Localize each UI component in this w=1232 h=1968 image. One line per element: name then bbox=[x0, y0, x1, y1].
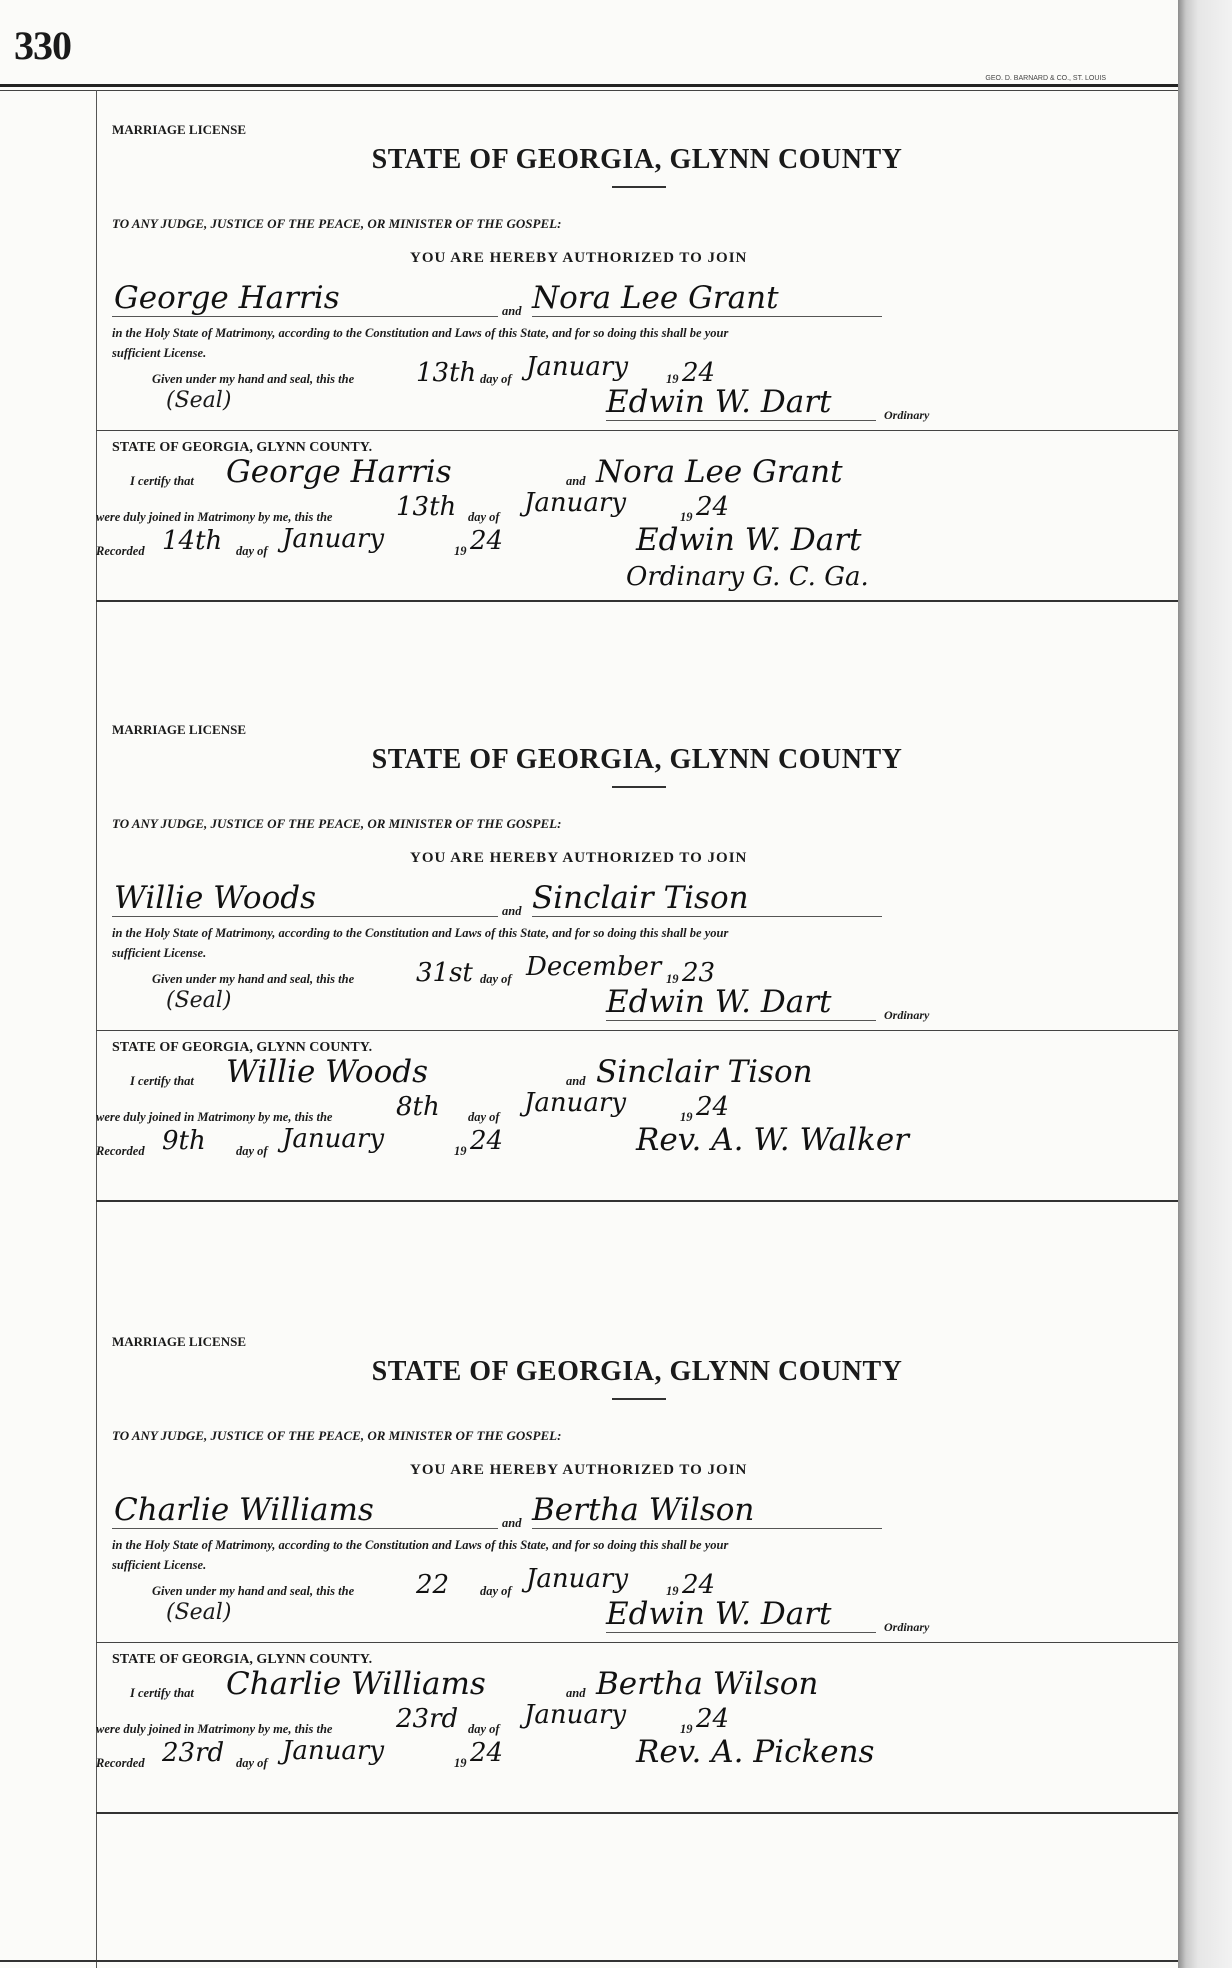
authorized-line: YOU ARE HEREBY AUTHORIZED TO JOIN bbox=[410, 850, 748, 866]
ordinary-label: Ordinary bbox=[884, 1620, 930, 1634]
cert-bride-name: Bertha Wilson bbox=[596, 1666, 819, 1702]
married-month: January bbox=[524, 488, 627, 518]
groom-name: George Harris bbox=[114, 280, 340, 316]
recorded-year: 24 bbox=[470, 1738, 504, 1768]
recorded-day: 9th bbox=[162, 1126, 206, 1156]
license-label: MARRIAGE LICENSE bbox=[112, 1334, 246, 1349]
day-of-label: day of bbox=[236, 1756, 268, 1770]
joined-text: were duly joined in Matrimony by me, this the bbox=[96, 1722, 333, 1736]
officiant-signature: Rev. A. W. Walker bbox=[636, 1122, 909, 1158]
issuer-signature: Edwin W. Dart bbox=[606, 984, 832, 1020]
holy-state-text: in the Holy State of Matrimony, according to the Constitution and Laws of this State, and for so doing this shall be your bbox=[112, 1538, 729, 1552]
recorded-day: 14th bbox=[162, 526, 223, 556]
ordinary-label: Ordinary bbox=[884, 1008, 930, 1022]
year-prefix: 19 bbox=[666, 372, 679, 386]
and-label: and bbox=[502, 1516, 522, 1530]
license-label: MARRIAGE LICENSE bbox=[112, 722, 246, 737]
groom-name: Charlie Williams bbox=[114, 1492, 374, 1528]
joined-text: were duly joined in Matrimony by me, this the bbox=[96, 1110, 333, 1124]
section-divider bbox=[96, 1642, 1178, 1643]
year-prefix: 19 bbox=[680, 1110, 693, 1124]
license-year: 23 bbox=[682, 958, 716, 988]
recorded-day: 23rd bbox=[162, 1738, 225, 1768]
entry-divider bbox=[96, 1200, 1178, 1202]
certify-text: I certify that bbox=[130, 1074, 194, 1088]
fill-line bbox=[112, 316, 498, 317]
married-day: 13th bbox=[396, 492, 457, 522]
groom-name: Willie Woods bbox=[114, 880, 317, 916]
cert-groom-name: Willie Woods bbox=[226, 1054, 429, 1090]
bottom-rule bbox=[0, 1960, 1178, 1962]
holy-state-text: in the Holy State of Matrimony, according to the Constitution and Laws of this State, and for so doing this shall be your bbox=[112, 926, 729, 940]
entry-divider bbox=[96, 1812, 1178, 1814]
recorded-label: Recorded bbox=[96, 1756, 145, 1770]
license-year: 24 bbox=[682, 358, 716, 388]
certify-text: I certify that bbox=[130, 474, 194, 488]
and-label: and bbox=[502, 304, 522, 318]
license-month: January bbox=[526, 1564, 629, 1594]
bride-name: Bertha Wilson bbox=[532, 1492, 755, 1528]
recorded-year: 24 bbox=[470, 526, 504, 556]
address-line: TO ANY JUDGE, JUSTICE OF THE PEACE, OR MINISTER OF THE GOSPEL: bbox=[112, 816, 562, 831]
county-title: STATE OF GEORGIA, GLYNN COUNTY bbox=[371, 144, 903, 175]
fill-line bbox=[532, 1528, 882, 1529]
license-day: 22 bbox=[416, 1570, 450, 1600]
page-number: 330 bbox=[14, 23, 71, 68]
license-label: MARRIAGE LICENSE bbox=[112, 122, 246, 137]
year-prefix: 19 bbox=[666, 1584, 679, 1598]
certificate-title: STATE OF GEORGIA, GLYNN COUNTY. bbox=[112, 1040, 373, 1055]
day-of-label: day of bbox=[480, 1584, 512, 1598]
year-prefix: 19 bbox=[454, 1756, 467, 1770]
title-rule bbox=[612, 786, 666, 788]
address-line: TO ANY JUDGE, JUSTICE OF THE PEACE, OR MINISTER OF THE GOSPEL: bbox=[112, 216, 562, 231]
married-year: 24 bbox=[696, 1092, 730, 1122]
fill-line bbox=[606, 420, 876, 421]
day-of-label: day of bbox=[468, 1110, 500, 1124]
day-of-label: day of bbox=[480, 972, 512, 986]
county-title: STATE OF GEORGIA, GLYNN COUNTY bbox=[371, 744, 903, 775]
issuer-signature: Edwin W. Dart bbox=[606, 1596, 832, 1632]
married-day: 23rd bbox=[396, 1704, 459, 1734]
married-month: January bbox=[524, 1700, 627, 1730]
title-rule bbox=[612, 1398, 666, 1400]
day-of-label: day of bbox=[480, 372, 512, 386]
given-text: Given under my hand and seal, this the bbox=[152, 372, 355, 386]
cert-bride-name: Nora Lee Grant bbox=[596, 454, 843, 490]
section-divider bbox=[96, 430, 1178, 431]
officiant-signature: Edwin W. Dart bbox=[636, 522, 862, 558]
recorded-label: Recorded bbox=[96, 1144, 145, 1158]
seal-mark: (Seal) bbox=[166, 988, 232, 1013]
fill-line bbox=[532, 316, 882, 317]
bride-name: Sinclair Tison bbox=[532, 880, 749, 916]
section-divider bbox=[96, 1030, 1178, 1031]
bride-name: Nora Lee Grant bbox=[532, 280, 779, 316]
fill-line bbox=[532, 916, 882, 917]
year-prefix: 19 bbox=[680, 1722, 693, 1736]
day-of-label: day of bbox=[468, 1722, 500, 1736]
and-label: and bbox=[502, 904, 522, 918]
margin-line bbox=[96, 90, 97, 1968]
cert-bride-name: Sinclair Tison bbox=[596, 1054, 813, 1090]
fill-line bbox=[606, 1632, 876, 1633]
recorded-month: January bbox=[282, 1736, 385, 1766]
married-day: 8th bbox=[396, 1092, 440, 1122]
top-rule bbox=[0, 84, 1178, 87]
married-month: January bbox=[524, 1088, 627, 1118]
license-month: January bbox=[526, 352, 629, 382]
entry-divider bbox=[96, 600, 1178, 602]
recorded-label: Recorded bbox=[96, 544, 145, 558]
year-prefix: 19 bbox=[454, 1144, 467, 1158]
cert-groom-name: George Harris bbox=[226, 454, 452, 490]
joined-text: were duly joined in Matrimony by me, this the bbox=[96, 510, 333, 524]
given-text: Given under my hand and seal, this the bbox=[152, 1584, 355, 1598]
officiant-title: Ordinary G. C. Ga. bbox=[626, 562, 869, 592]
and-label: and bbox=[566, 1074, 586, 1088]
day-of-label: day of bbox=[236, 544, 268, 558]
sufficient-text: sufficient License. bbox=[112, 346, 207, 360]
sufficient-text: sufficient License. bbox=[112, 946, 207, 960]
recorded-month: January bbox=[282, 524, 385, 554]
license-day: 13th bbox=[416, 358, 477, 388]
given-text: Given under my hand and seal, this the bbox=[152, 972, 355, 986]
married-year: 24 bbox=[696, 492, 730, 522]
year-prefix: 19 bbox=[680, 510, 693, 524]
issuer-signature: Edwin W. Dart bbox=[606, 384, 832, 420]
seal-mark: (Seal) bbox=[166, 388, 232, 413]
certify-text: I certify that bbox=[130, 1686, 194, 1700]
officiant-signature: Rev. A. Pickens bbox=[636, 1734, 875, 1770]
title-rule bbox=[612, 186, 666, 188]
sufficient-text: sufficient License. bbox=[112, 1558, 207, 1572]
license-year: 24 bbox=[682, 1570, 716, 1600]
authorized-line: YOU ARE HEREBY AUTHORIZED TO JOIN bbox=[410, 1462, 748, 1478]
seal-mark: (Seal) bbox=[166, 1600, 232, 1625]
ordinary-label: Ordinary bbox=[884, 408, 930, 422]
recorded-year: 24 bbox=[470, 1126, 504, 1156]
and-label: and bbox=[566, 474, 586, 488]
married-year: 24 bbox=[696, 1704, 730, 1734]
authorized-line: YOU ARE HEREBY AUTHORIZED TO JOIN bbox=[410, 250, 748, 266]
day-of-label: day of bbox=[468, 510, 500, 524]
fill-line bbox=[112, 1528, 498, 1529]
certificate-title: STATE OF GEORGIA, GLYNN COUNTY. bbox=[112, 440, 373, 455]
cert-groom-name: Charlie Williams bbox=[226, 1666, 486, 1702]
holy-state-text: in the Holy State of Matrimony, according to the Constitution and Laws of this State, and for so doing this shall be your bbox=[112, 326, 729, 340]
and-label: and bbox=[566, 1686, 586, 1700]
year-prefix: 19 bbox=[454, 544, 467, 558]
address-line: TO ANY JUDGE, JUSTICE OF THE PEACE, OR MINISTER OF THE GOSPEL: bbox=[112, 1428, 562, 1443]
recorded-month: January bbox=[282, 1124, 385, 1154]
year-prefix: 19 bbox=[666, 972, 679, 986]
fill-line bbox=[112, 916, 498, 917]
binding-edge bbox=[1178, 0, 1232, 1968]
county-title: STATE OF GEORGIA, GLYNN COUNTY bbox=[371, 1356, 903, 1387]
printer-mark: GEO. D. BARNARD & CO., ST. LOUIS bbox=[985, 75, 1106, 82]
fill-line bbox=[606, 1020, 876, 1021]
certificate-title: STATE OF GEORGIA, GLYNN COUNTY. bbox=[112, 1652, 373, 1667]
day-of-label: day of bbox=[236, 1144, 268, 1158]
top-rule-thin bbox=[0, 90, 1178, 91]
license-month: December bbox=[526, 952, 662, 982]
license-day: 31st bbox=[416, 958, 473, 988]
